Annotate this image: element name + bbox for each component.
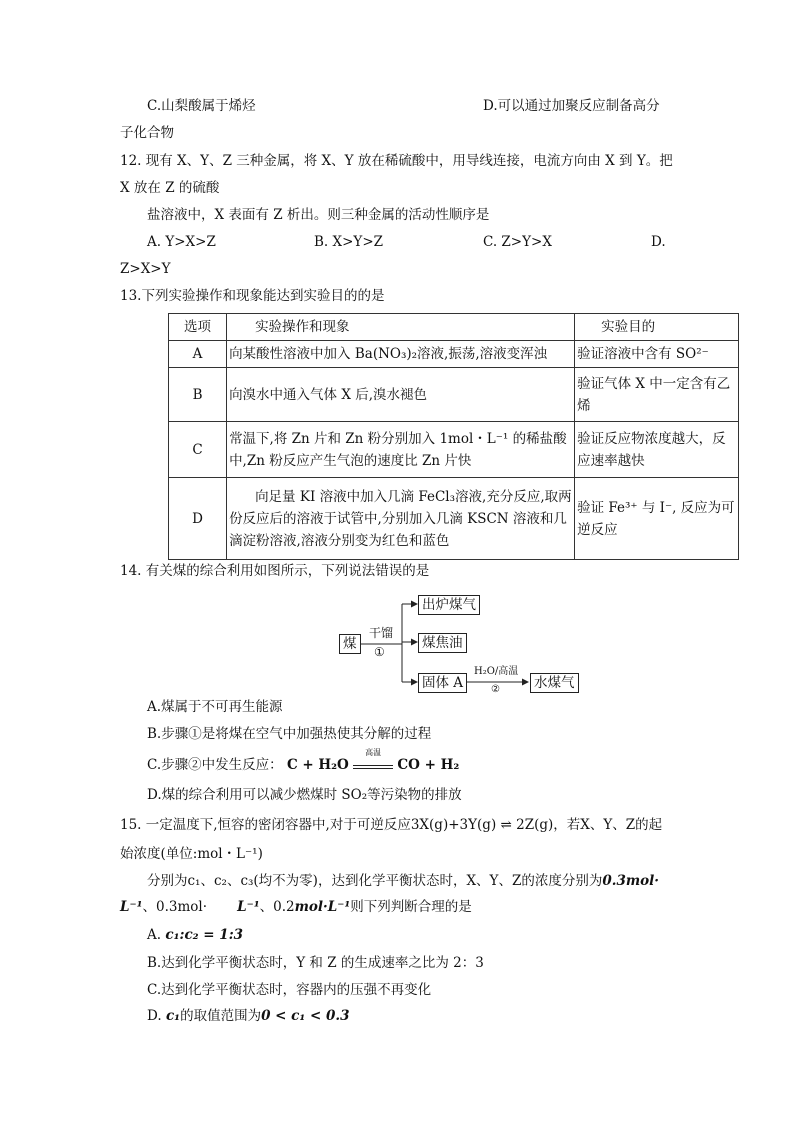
row-option: B xyxy=(169,368,227,422)
row-goal: 验证反应物浓度越大，反应速率越快 xyxy=(575,422,739,478)
row-goal: 验证 Fe³⁺ 与 I⁻, 反应为可逆反应 xyxy=(575,478,739,560)
row-goal: 验证溶液中含有 SO²⁻ xyxy=(575,341,739,368)
q12-option-b: B. X>Y>Z xyxy=(314,234,384,250)
row-option: A xyxy=(169,341,227,368)
q15-option-d-mid: 的取值范围为 xyxy=(180,1008,262,1024)
q15-option-d-math2: 0 < c₁ < 0.3 xyxy=(261,1008,350,1024)
equation-left: C + H₂O xyxy=(286,757,349,773)
equation-arrow xyxy=(353,748,393,769)
row-operation: 常温下,将 Zn 片和 Zn 粉分别加入 1mol・L⁻¹ 的稀盐酸中,Zn 粉反应产生气泡的速度比 Zn 片快 xyxy=(227,422,575,478)
q11-option-d-cont: 子化合物 xyxy=(120,125,174,141)
diagram-coal: 煤 xyxy=(339,634,361,654)
q15-stem4-b: 、0.3mol· xyxy=(142,899,208,915)
q15-stem-line4 xyxy=(120,897,472,917)
equation-right: CO + H₂ xyxy=(397,757,460,773)
q15-stem3-math: 0.3mol· xyxy=(602,873,659,889)
q15-option-b: B.达到化学平衡状态时，Y 和 Z 的生成速率之比为 2：3 xyxy=(147,955,484,971)
q11-option-d: D.可以通过加聚反应制备高分 xyxy=(483,98,660,114)
q12-option-d: D. xyxy=(651,234,666,250)
unit: mol·L⁻¹ xyxy=(294,899,351,915)
q15-stem-line3 xyxy=(147,871,659,891)
row-option: C xyxy=(169,422,227,478)
diagram-step2-num: ② xyxy=(491,684,500,695)
diagram-step2-label: H₂O/高温 xyxy=(474,666,519,677)
q15-option-d-math1: c₁ xyxy=(165,1008,181,1024)
diagram-coal-tar: 煤焦油 xyxy=(418,633,467,653)
q12-stem-line2: X 放在 Z 的硫酸 xyxy=(120,180,220,196)
row-operation: 向溴水中通入气体 X 后,溴水褪色 xyxy=(227,368,575,422)
q15-option-d xyxy=(147,1006,350,1026)
q14-option-b: B.步骤①是将煤在空气中加强热使其分解的过程 xyxy=(147,726,432,742)
diagram-step1-label: 干馏 xyxy=(369,626,394,640)
q15-option-a-math: c₁:c₂ = 1:3 xyxy=(165,927,244,943)
q15-stem-line1: 15. 一定温度下,恒容的密闭容器中,对于可逆反应3X(g)+3Y(g) ⇌ 2Z(g)，若X、Y、Z的起 xyxy=(120,817,663,833)
q14-option-d: D.煤的综合利用可以减少燃煤时 SO₂等污染物的排放 xyxy=(147,787,462,803)
q12-stem-line1: 12. 现有 X、Y、Z 三种金属，将 X、Y 放在稀硫酸中，用导线连接，电流方向由 X 到 Y。把 xyxy=(120,153,673,169)
header-goal: 实验目的 xyxy=(575,314,739,341)
unit: L⁻¹ xyxy=(237,899,260,915)
q15-stem4-d: 、0.2 xyxy=(259,899,295,915)
q12-option-c: C. Z>Y>X xyxy=(483,234,552,250)
q14-option-a: A.煤属于不可再生能源 xyxy=(147,699,283,715)
q15-option-a-label: A. xyxy=(147,927,166,943)
q15-stem3-text: 分别为c₁、c₂、c₃(均不为零)，达到化学平衡状态时，X、Y、Z的浓度分别为 xyxy=(147,873,603,889)
diagram-solid-a: 固体 A xyxy=(418,673,467,693)
header-operation: 实验操作和现象 xyxy=(227,314,575,341)
equation-condition: 高温 xyxy=(365,748,382,757)
equals-sign xyxy=(353,765,393,769)
q15-stem-line2: 始浓度(单位:mol・L⁻¹) xyxy=(120,846,263,862)
row-option: D xyxy=(169,478,227,560)
q15-option-d-label: D. xyxy=(147,1008,166,1024)
q14-option-c xyxy=(147,748,460,775)
diagram-water-gas: 水煤气 xyxy=(530,673,579,693)
q12-option-a: A. Y>X>Z xyxy=(147,234,216,250)
q15-option-c: C.达到化学平衡状态时，容器内的压强不再变化 xyxy=(147,982,432,998)
row-goal: 验证气体 X 中一定含有乙烯 xyxy=(575,368,739,422)
q14-stem: 14. 有关煤的综合利用如图所示，下列说法错误的是 xyxy=(120,563,430,579)
unit: L⁻¹ xyxy=(120,899,143,915)
q15-stem4-f: 则下列判断合理的是 xyxy=(350,899,472,915)
q15-option-a xyxy=(147,925,243,945)
row-operation: 向足量 KI 溶液中加入几滴 FeCl₃溶液,充分反应,取两份反应后的溶液于试管中,分别加入几滴 KSCN 溶液和几滴淀粉溶液,溶液分别变为红色和蓝色 xyxy=(227,478,575,560)
diagram-step1-num: ① xyxy=(374,645,385,659)
q13-stem: 13.下列实验操作和现象能达到实验目的的是 xyxy=(120,288,385,304)
row-operation: 向某酸性溶液中加入 Ba(NO₃)₂溶液,振荡,溶液变浑浊 xyxy=(227,341,575,368)
q11-option-c: C.山梨酸属于烯烃 xyxy=(147,98,256,114)
q12-stem-line3: 盐溶液中，X 表面有 Z 析出。则三种金属的活动性顺序是 xyxy=(147,207,490,223)
diagram-furnace-gas: 出炉煤气 xyxy=(418,595,480,615)
q14-option-c-text: C.步骤②中发生反应： xyxy=(147,757,283,773)
header-option: 选项 xyxy=(169,314,227,341)
q12-option-d-cont: Z>X>Y xyxy=(120,261,171,277)
